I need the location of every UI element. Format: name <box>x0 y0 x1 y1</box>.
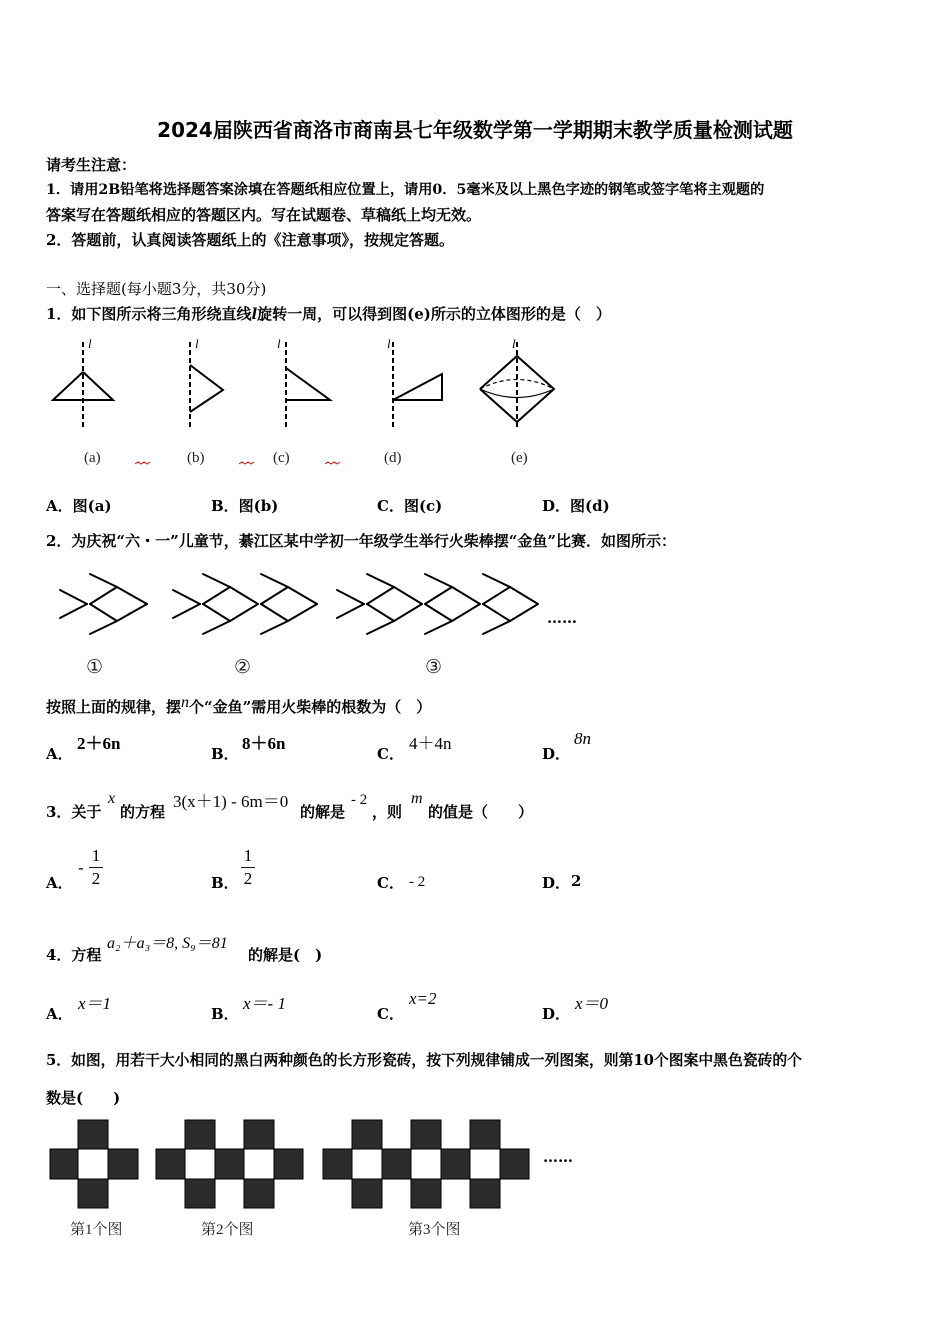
notice-line-1: 1．请用2B铅笔将选择题答案涂填在答题纸相应位置上，请用0．5毫米及以上黑色字迹的钢笔或签字笔将主观题的 <box>46 182 765 198</box>
q4-answer-a: x＝1 <box>78 994 112 1013</box>
q3-opt-d: 2 <box>571 872 582 890</box>
notice-line-3: 2．答题前，认真阅读答题纸上的《注意事项》，按规定答题。 <box>46 231 454 249</box>
q3-letter-c[interactable]: C． <box>377 874 404 892</box>
q3-letter-a[interactable]: A． <box>46 874 73 892</box>
fraction-bar <box>241 867 255 868</box>
q1-axis-label-e: l <box>512 336 516 351</box>
q1-fig-label-a: (a) <box>84 450 101 466</box>
q1-fig-label-d: (d) <box>384 450 402 466</box>
q4-equation: a₂＋a₃＝8, S₉＝81 <box>107 935 228 952</box>
q4-letter-c[interactable]: C． <box>377 1005 404 1023</box>
q2-answer-d: 8n <box>574 729 591 748</box>
q1-axis-label-c: l <box>277 336 281 351</box>
section-heading: 一、选择题(每小题3分，共30分) <box>46 280 267 298</box>
q1-axis-label-b: l <box>195 336 199 351</box>
q2-answer-c: 4＋4n <box>409 734 452 753</box>
q2-answer-b: 8＋6n <box>242 734 286 753</box>
q3-opt-a-sign: - <box>78 858 84 877</box>
q4-answer-c: x=2 <box>409 989 437 1008</box>
q3-opt-a-num: 1 <box>91 846 101 865</box>
q2-fig-label-3: ③ <box>425 657 443 678</box>
q2-answer-a: 2＋6n <box>77 734 121 753</box>
fraction-bar <box>89 867 103 868</box>
q5-fig-label-3: 第3个图 <box>408 1222 461 1238</box>
q2-letter-d[interactable]: D． <box>542 745 571 763</box>
notice-heading: 请考生注意： <box>46 156 137 174</box>
q3-var-x: x <box>108 790 116 807</box>
q3-letter-b[interactable]: B． <box>211 874 239 892</box>
q1-fig-label-e: (e) <box>511 450 528 466</box>
q3-equation: 3(x＋1) - 6m＝0 <box>173 792 289 811</box>
q1-option-b[interactable]: B．图(b) <box>211 497 279 515</box>
q5-tile-figures <box>48 1118 532 1210</box>
page-title: 2024届陕西省商洛市商南县七年级数学第一学期期末教学质量检测试题 <box>157 118 793 142</box>
q3-stem-solution-label: 的解是 <box>300 803 346 821</box>
q3-stem-then: ，则 <box>372 803 403 821</box>
spellcheck-squiggles <box>130 460 350 468</box>
q3-opt-b-num: 1 <box>243 846 253 865</box>
q5-stem-line-2: 数是( ) <box>46 1089 121 1107</box>
q4-stem-tail: 的解是( ) <box>248 946 323 964</box>
q4-letter-b[interactable]: B． <box>211 1005 239 1023</box>
q5-fig-label-1: 第1个图 <box>70 1222 123 1238</box>
q3-letter-d[interactable]: D． <box>542 874 571 892</box>
q2-stem: 2．为庆祝“六・一”儿童节，綦江区某中学初一年级学生举行火柴棒摆“金鱼”比赛．如图所示： <box>46 532 676 550</box>
q4-answer-d: x＝0 <box>575 994 609 1013</box>
q3-solution-value: - 2 <box>351 792 368 808</box>
q2-letter-b[interactable]: B． <box>211 745 239 763</box>
q3-opt-b-den: 2 <box>243 869 253 888</box>
q2-letter-c[interactable]: C． <box>377 745 404 763</box>
q5-stem-line-1: 5．如图，用若干大小相同的黑白两种颜色的长方形瓷砖，按下列规律铺成一列图案，则第10个图案中黑色瓷砖的个 <box>46 1052 802 1069</box>
q3-stem-lead: 3．关于 <box>46 803 102 821</box>
q3-var-m: m <box>411 790 423 807</box>
q5-ellipsis: …… <box>543 1148 573 1166</box>
q3-opt-c: - 2 <box>409 874 426 890</box>
q4-letter-d[interactable]: D． <box>542 1005 571 1023</box>
q3-opt-b-fraction <box>241 846 255 889</box>
q2-fig-label-2: ② <box>234 657 252 678</box>
q1-option-d[interactable]: D．图(d) <box>542 497 610 515</box>
notice-line-2: 答案写在答题纸相应的答题区内。写在试题卷、草稿纸上均无效。 <box>46 206 482 224</box>
q3-opt-a-fraction <box>89 846 103 889</box>
q2-substem: 按照上面的规律，摆n个“金鱼”需用火柴棒的根数为（ ） <box>46 694 432 716</box>
q2-fig-label-1: ① <box>86 657 104 678</box>
q4-letter-a[interactable]: A． <box>46 1005 73 1023</box>
q4-answer-b: x＝- 1 <box>243 994 286 1013</box>
q2-matchstick-figures <box>55 566 545 648</box>
q1-axis-label-d: l <box>387 336 391 351</box>
q2-letter-a[interactable]: A． <box>46 745 73 763</box>
q1-fig-label-b: (b) <box>187 450 205 466</box>
q5-fig-label-2: 第2个图 <box>201 1222 254 1238</box>
q1-axis-label-a: l <box>88 336 92 351</box>
q1-option-c[interactable]: C．图(c) <box>377 497 443 515</box>
q2-ellipsis: …… <box>547 609 577 627</box>
q3-stem-tail: 的值是（ ） <box>428 803 534 821</box>
q4-stem-lead: 4．方程 <box>46 946 102 964</box>
q3-opt-a-den: 2 <box>91 869 101 888</box>
q3-stem-eq-label: 的方程 <box>120 803 166 821</box>
q1-option-a[interactable]: A．图(a) <box>46 497 112 515</box>
q1-stem: 1．如下图所示将三角形绕直线l旋转一周，可以得到图(e)所示的立体图形的是（ ） <box>46 305 611 323</box>
q1-figures <box>40 334 600 444</box>
q1-fig-label-c: (c) <box>273 450 290 466</box>
